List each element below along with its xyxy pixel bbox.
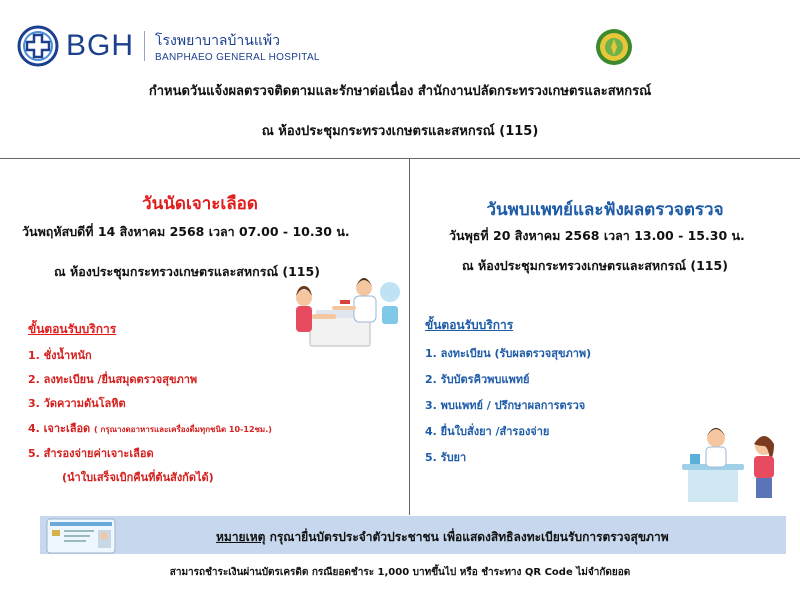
blood-draw-step-3: 3. วัดความดันโลหิต bbox=[28, 397, 126, 410]
doctor-visit-datetime: วันพุธที่ 20 สิงหาคม 2568 เวลา 13.00 - 15.30 น. bbox=[449, 228, 745, 243]
payment-info: สามารถชำระเงินผ่านบัตรเครดิต กรณียอดชำระ 1,000 บาทขึ้นไป หรือ ชำระทาง QR Code ไม่จำกัดยอด bbox=[169, 567, 631, 578]
logo-bgh-text: BGH bbox=[66, 29, 135, 62]
doctor-visit-location: ณ ห้องประชุมกระทรวงเกษตรและสหกรณ์ (115) bbox=[462, 258, 728, 273]
blood-draw-illustration bbox=[286, 270, 406, 354]
blood-draw-location: ณ ห้องประชุมกระทรวงเกษตรและสหกรณ์ (115) bbox=[54, 264, 320, 279]
blood-draw-step-2: 2. ลงทะเบียน /ยื่นสมุดตรวจสุขภาพ bbox=[28, 373, 198, 386]
blood-draw-step-4-note: ( กรุณางดอาหารและเครื่องดื่มทุกชนิด 10-12ชม.) bbox=[94, 425, 272, 434]
doctor-visit-step-3: 3. พบแพทย์ / ปรึกษาผลการตรวจ bbox=[425, 399, 586, 412]
doctor-visit-step-4: 4. ยื่นใบสั่งยา /สำรองจ่าย bbox=[425, 425, 550, 438]
blood-draw-step-4-label: 4. เจาะเลือด bbox=[28, 422, 91, 435]
note-text: กรุณายื่นบัตรประจำตัวประชาชน เพื่อแสดงสิทธิลงทะเบียนรับการตรวจสุขภาพ bbox=[269, 530, 669, 544]
thai-id-card-icon bbox=[46, 518, 116, 554]
page-location: ณ ห้องประชุมกระทรวงเกษตรและสหกรณ์ (115) bbox=[261, 124, 539, 139]
blood-draw-title: วันนัดเจาะเลือด bbox=[142, 194, 258, 214]
agriculture-ministry-seal-icon bbox=[594, 27, 634, 67]
blood-draw-datetime: วันพฤหัสบดีที่ 14 สิงหาคม 2568 เวลา 07.00 - 10.30 น. bbox=[22, 224, 350, 239]
blood-draw-step-1: 1. ชั่งน้ำหนัก bbox=[28, 349, 92, 362]
blood-draw-reimburse-note: (นำใบเสร็จเบิกคืนที่ต้นสังกัดได้) bbox=[62, 471, 214, 484]
logo-thai-name: โรงพยาบาลบ้านแพ้ว bbox=[155, 32, 280, 49]
doctor-visit-step-2: 2. รับบัตรคิวพบแพทย์ bbox=[425, 373, 530, 386]
doctor-visit-steps-heading: ขั้นตอนรับบริการ bbox=[425, 318, 514, 332]
hospital-logo bbox=[16, 24, 320, 68]
hospital-cross-logo-icon bbox=[16, 24, 60, 68]
logo-divider bbox=[144, 31, 145, 61]
blood-draw-step-4 bbox=[28, 419, 272, 437]
blood-draw-step-5: 5. สำรองจ่ายค่าเจาะเลือด bbox=[28, 447, 154, 460]
doctor-consultation-illustration bbox=[676, 420, 788, 506]
logo-english-name: BANPHAEO GENERAL HOSPITAL bbox=[155, 51, 320, 63]
page-title: กำหนดวันแจ้งผลตรวจติดตามและรักษาต่อเนื่อง สำนักงานปลัดกระทรวงเกษตรและสหกรณ์ bbox=[148, 84, 652, 99]
blood-draw-steps-heading: ขั้นตอนรับบริการ bbox=[28, 322, 117, 336]
doctor-visit-step-1: 1. ลงทะเบียน (รับผลตรวจสุขภาพ) bbox=[425, 347, 592, 360]
note-label: หมายเหตุ bbox=[216, 530, 266, 544]
doctor-visit-title: วันพบแพทย์และฟังผลตรวจตรวจ bbox=[486, 200, 724, 220]
doctor-visit-step-5: 5. รับยา bbox=[425, 451, 467, 464]
footer-note bbox=[216, 528, 669, 547]
